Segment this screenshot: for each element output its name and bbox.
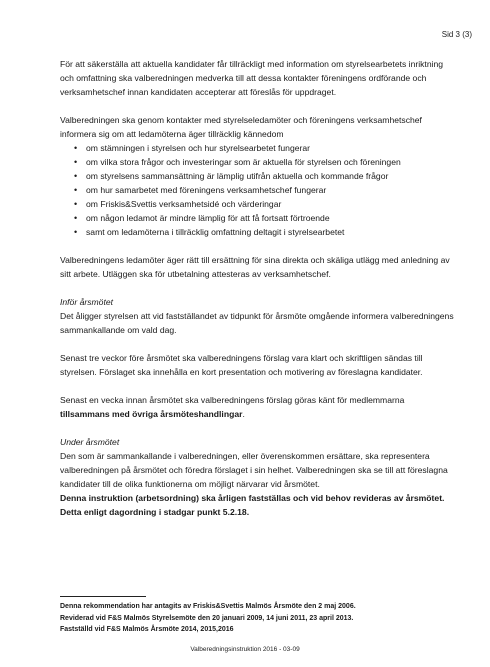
page-number: Sid 3 (3)	[441, 30, 472, 39]
footnote-line: Denna rekommendation har antagits av Friskis&Svettis Malmös Årsmöte den 2 maj 2006.	[60, 603, 356, 610]
paragraph-member-notice	[60, 393, 455, 421]
paragraph-proposal-deadline: Senast tre veckor före årsmötet ska valberedningens förslag vara klart och skriftligen sändas till styrelsen. Förslaget ska innehålla en kort presentation och motivering av föreslagna kandidater.	[60, 353, 423, 377]
list-item: • om Friskis&Svettis verksamhetsidé och värderingar	[74, 197, 455, 211]
member-notice-emphasis: tillsammans med övriga årsmöteshandlingar	[60, 409, 243, 419]
paragraph-compensation: Valberedningens ledamöter äger rätt till ersättning för sina direkta och skäliga utlägg med anledning av sitt arbete. Utläggen ska för utbetalning attesteras av verksamhetschef.	[60, 255, 450, 279]
page-footer: Valberedningsinstruktion 2016 - 03-09	[190, 646, 300, 653]
footnote-divider	[60, 596, 146, 597]
list-item: • om vilka stora frågor och investeringar som är aktuella för styrelsen och föreningen	[74, 155, 455, 169]
footnote-line: Fastställd vid F&S Malmös Årsmöte 2014, 2015,2016	[60, 626, 234, 633]
list-item: • om hur samarbetet med föreningens verksamhetschef fungerar	[74, 183, 455, 197]
member-notice-end: .	[242, 409, 245, 419]
document-body	[60, 57, 455, 519]
section-title-before-meeting: Inför årsmötet	[60, 297, 114, 307]
member-notice-text: Senast en vecka innan årsmötet ska valberedningens förslag göras känt för medlemmarna	[60, 395, 405, 405]
list-item: • om styrelsens sammansättning är lämplig utifrån aktuella och kommande frågor	[74, 169, 455, 183]
list-item: • om stämningen i styrelsen och hur styrelsearbetet fungerar	[74, 141, 455, 155]
paragraph-annual-approval: Denna instruktion (arbetsordning) ska årligen fastställas och vid behov revideras av årsmötet. Detta enligt dagordning i stadgar punkt 5.2.18.	[60, 493, 445, 517]
list-item: • samt om ledamöterna i tillräcklig omfattning deltagit i styrelsearbetet	[74, 225, 455, 239]
paragraph-board-knowledge-intro: Valberedningen ska genom kontakter med styrelseledamöter och föreningens verksamhetschef informera sig om att ledamöterna äger tillräcklig kännedom	[60, 115, 422, 139]
paragraph-representation: Den som är sammankallande i valberedningen, eller överenskommen ersättare, ska representera valberedningen på årsmötet och föredra förslaget i sin helhet. Valberedningen ska se till att föreslagna kandidater till de olika funktionerna om möjligt närvarar vid årsmötet.	[60, 451, 448, 489]
list-item: • om någon ledamot är mindre lämplig för att få fortsatt förtroende	[74, 211, 455, 225]
section-title-during-meeting: Under årsmötet	[60, 437, 120, 447]
footnotes	[60, 601, 455, 636]
paragraph-contact-info: För att säkerställa att aktuella kandidater får tillräckligt med information om styrelsearbetets inriktning och omfattning ska valberedningen medverka till att dessa kontakter föreningens ordförande och verksamhetschef innan kandidaten accepterar att föreslås för uppdraget.	[60, 59, 444, 97]
footnote-line: Reviderad vid F&S Malmös Styrelsemöte den 20 januari 2009, 14 juni 2011, 23 april 2013.	[60, 614, 354, 622]
knowledge-bullet-list	[60, 141, 455, 239]
paragraph-meeting-date: Det åligger styrelsen att vid fastställandet av tidpunkt för årsmöte omgående informera valberedningens sammankallande om vald dag.	[60, 311, 454, 335]
